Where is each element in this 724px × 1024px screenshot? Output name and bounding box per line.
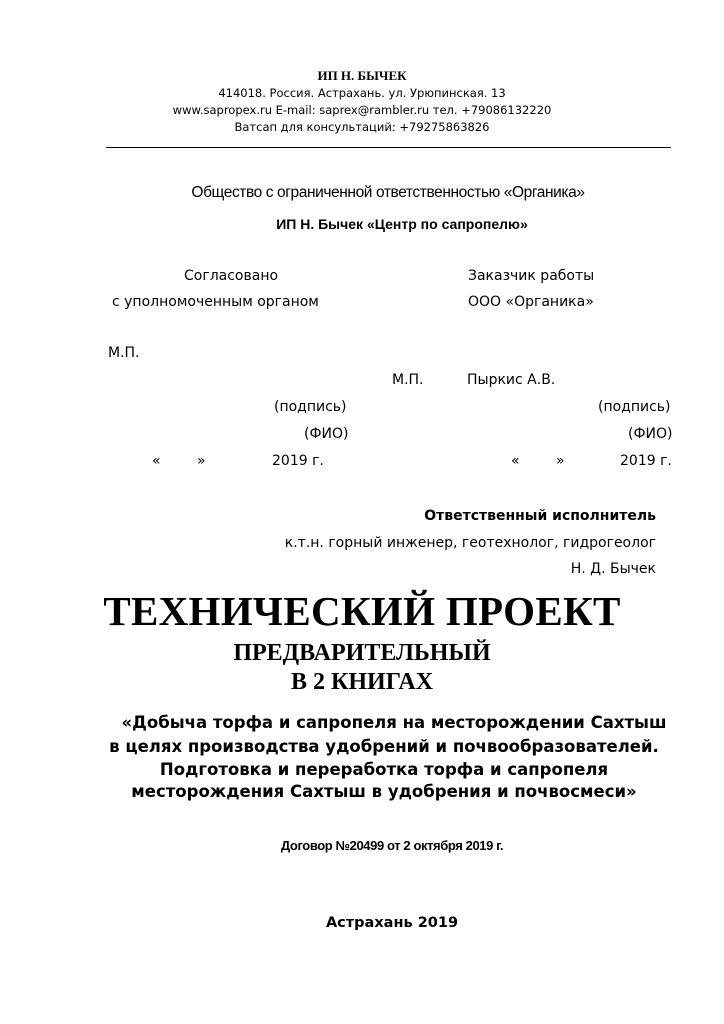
letterhead-divider [106,147,671,148]
approval-right-person: Пыркис А.В. [467,372,556,388]
approval-left-quote-open: « [152,453,161,469]
letterhead-address: 414018. Россия. Астрахань. ул. Урюпинская. 13 [218,86,506,100]
executor-credentials: к.т.н. горный инженер, геотехнолог, гидрогеолог [284,535,656,551]
approval-right-subtitle: ООО «Органика» [468,294,594,310]
approval-right-fio: (ФИО) [628,426,673,442]
approval-left-quote-close: » [197,453,206,469]
approval-left-year: 2019 г. [272,453,324,469]
document-subtitle-books: В 2 КНИГАХ [290,669,434,695]
approval-right-title: Заказчик работы [468,268,595,284]
letterhead-name: ИП Н. БЫЧЕК [317,68,407,83]
description-line-4: месторождения Сахтыш в удобрения и почвосмеси» [131,782,637,801]
approval-right-year: 2019 г. [620,453,672,469]
approval-left-signature: (подпись) [274,399,347,415]
company-name: Общество с ограниченной ответственностью «Органика» [191,184,585,201]
approval-right-signature: (подпись) [598,399,671,415]
executor-title: Ответственный исполнитель [424,508,656,524]
approval-left-subtitle: с уполномоченным органом [112,294,319,310]
executor-name: Н. Д. Бычек [570,561,656,577]
ip-name: ИП Н. Бычек «Центр по сапропелю» [276,216,528,232]
document-subtitle-preliminary: ПРЕДВАРИТЕЛЬНЫЙ [233,640,491,666]
approval-right-quote-open: « [511,453,520,469]
letterhead-whatsapp: Ватсап для консультаций: +79275863826 [234,120,490,134]
letterhead-contacts: www.sapropex.ru E-mail: saprex@rambler.ru тел. +79086132220 [172,103,552,117]
description-line-2: в целях производства удобрений и почвообразователей. [109,737,659,756]
city-year: Астрахань 2019 [325,915,459,931]
contract-reference: Договор №20499 от 2 октября 2019 г. [280,838,504,853]
description-line-3: Подготовка и переработка торфа и сапропеля [159,760,609,779]
approval-left-fio: (ФИО) [304,426,349,442]
approval-left-stamp: М.П. [108,345,140,361]
approval-left-title: Согласовано [184,268,279,284]
approval-right-quote-close: » [556,453,565,469]
description-line-1: «Добыча торфа и сапропеля на месторождении Сахтыш [121,713,667,732]
approval-right-stamp: М.П. [392,372,424,388]
document-title: ТЕХНИЧЕСКИЙ ПРОЕКТ [103,588,621,634]
